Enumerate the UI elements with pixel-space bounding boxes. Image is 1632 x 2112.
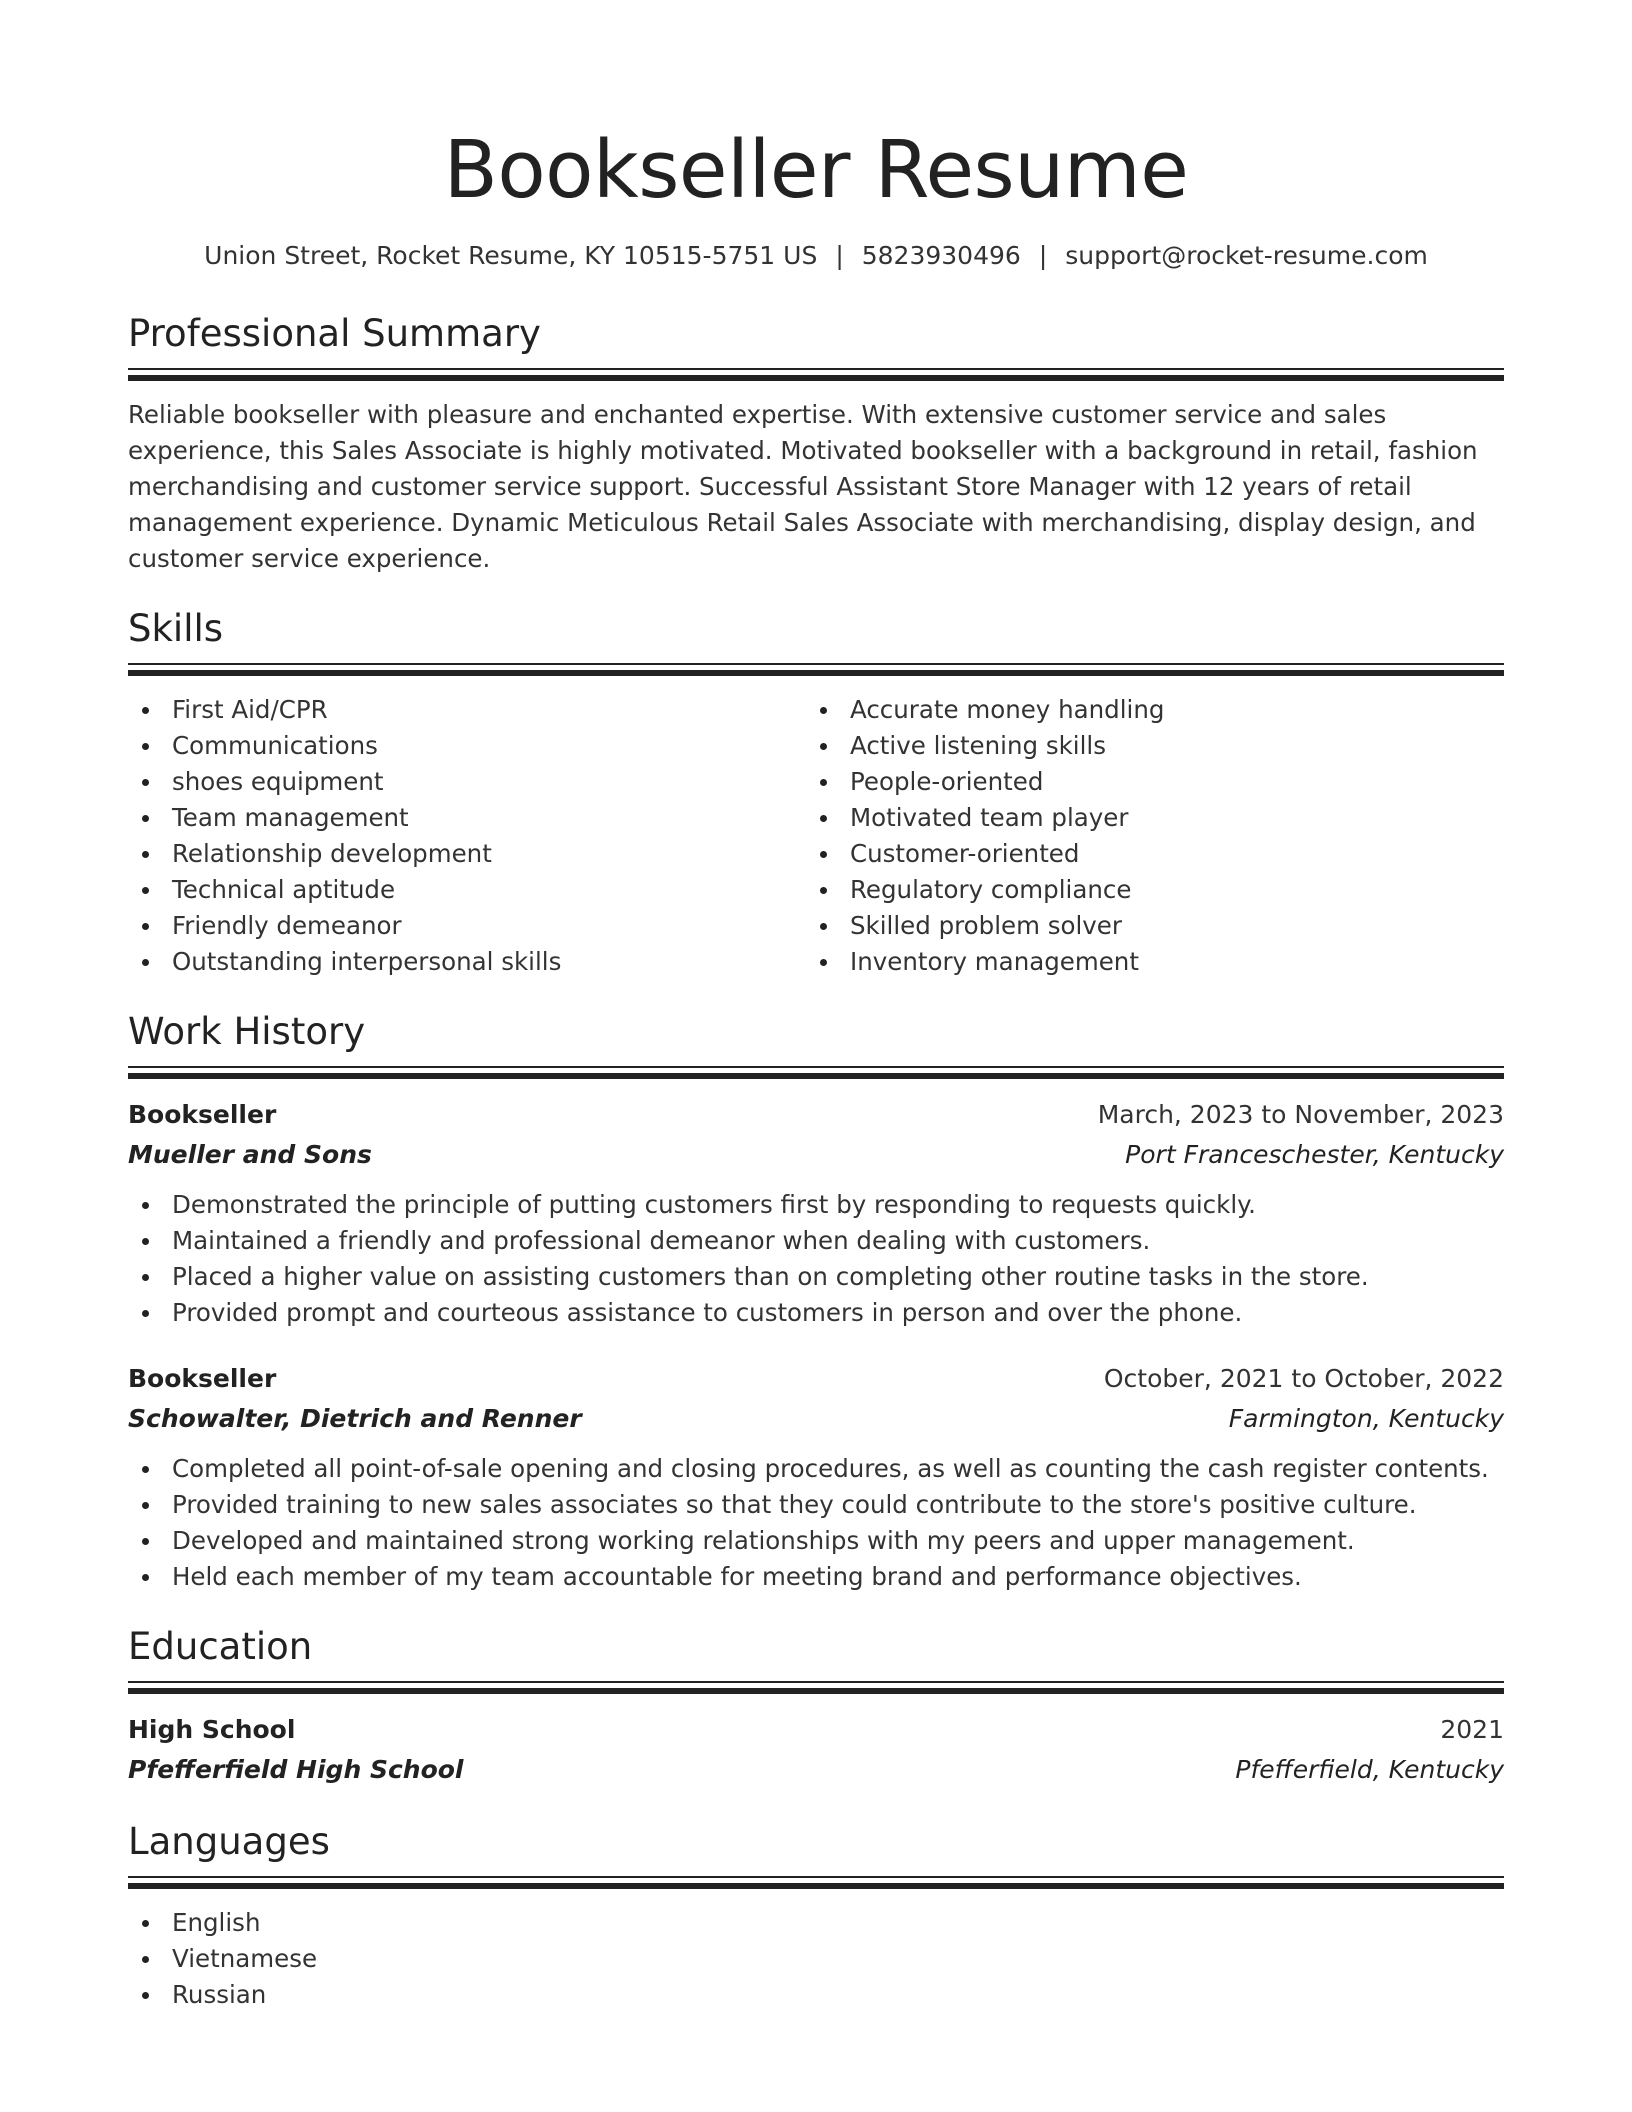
email[interactable]: support@rocket-resume.com <box>1065 241 1428 270</box>
job-bullet: Completed all point-of-sale opening and closing procedures, as well as counting the cash register contents. <box>128 1451 1504 1487</box>
job-subheader <box>128 1399 1504 1439</box>
summary-section <box>128 310 1504 577</box>
skill-item: Active listening skills <box>806 728 1484 764</box>
education-subheader <box>128 1750 1504 1790</box>
contact-separator: | <box>835 241 844 270</box>
language-item: Russian <box>128 1977 1504 2013</box>
skills-list-right <box>806 692 1484 980</box>
section-divider <box>128 663 1504 676</box>
skill-item: Regulatory compliance <box>806 872 1484 908</box>
section-divider <box>128 1066 1504 1079</box>
languages-list <box>128 1905 1504 2013</box>
job-bullets <box>128 1187 1504 1331</box>
skills-columns <box>128 692 1504 980</box>
job-dates: March, 2023 to November, 2023 <box>1097 1100 1504 1129</box>
contact-separator: | <box>1038 241 1048 270</box>
skill-item: Skilled problem solver <box>806 908 1484 944</box>
job-bullet: Maintained a friendly and professional demeanor when dealing with customers. <box>128 1223 1504 1259</box>
education-entry <box>128 1710 1504 1790</box>
address: Union Street, Rocket Resume, KY 10515-5751 US <box>204 241 818 270</box>
work-section <box>128 1008 1504 1595</box>
skill-item: Motivated team player <box>806 800 1484 836</box>
skill-item: Friendly demeanor <box>128 908 806 944</box>
job-title: Bookseller <box>128 1364 277 1393</box>
skill-item: shoes equipment <box>128 764 806 800</box>
contact-line <box>128 238 1504 274</box>
skill-item: Team management <box>128 800 806 836</box>
languages-section <box>128 1818 1504 2013</box>
section-divider <box>128 1876 1504 1889</box>
languages-heading: Languages <box>128 1820 330 1863</box>
education-location: Pfefferfield, Kentucky <box>1235 1755 1504 1784</box>
job-bullet: Demonstrated the principle of putting customers first by responding to requests quickly. <box>128 1187 1504 1223</box>
education-section <box>128 1623 1504 1790</box>
work-heading: Work History <box>128 1010 366 1053</box>
phone: 5823930496 <box>861 241 1021 270</box>
skill-item: People-oriented <box>806 764 1484 800</box>
job-dates: October, 2021 to October, 2022 <box>1103 1364 1504 1393</box>
job-bullet: Developed and maintained strong working relationships with my peers and upper management. <box>128 1523 1504 1559</box>
summary-heading: Professional Summary <box>128 312 541 355</box>
section-divider <box>128 368 1504 381</box>
skill-item: Accurate money handling <box>806 692 1484 728</box>
skill-item: Outstanding interpersonal skills <box>128 944 806 980</box>
job-location: Port Franceschester, Kentucky <box>1125 1140 1504 1169</box>
job-company: Mueller and Sons <box>128 1140 372 1169</box>
education-header <box>128 1710 1504 1750</box>
job-bullet: Placed a higher value on assisting customers than on completing other routine tasks in the store. <box>128 1259 1504 1295</box>
skill-item: Relationship development <box>128 836 806 872</box>
job-company: Schowalter, Dietrich and Renner <box>128 1404 582 1433</box>
education-heading: Education <box>128 1625 313 1668</box>
section-divider <box>128 1681 1504 1694</box>
language-item: Vietnamese <box>128 1941 1504 1977</box>
skills-heading: Skills <box>128 607 224 650</box>
language-item: English <box>128 1905 1504 1941</box>
education-school: Pfefferfield High School <box>128 1755 464 1784</box>
skills-section <box>128 605 1504 980</box>
education-degree: High School <box>128 1715 296 1744</box>
job-bullet: Held each member of my team accountable for meeting brand and performance objectives. <box>128 1559 1504 1595</box>
skill-item: Technical aptitude <box>128 872 806 908</box>
job-location: Farmington, Kentucky <box>1228 1404 1504 1433</box>
job-header <box>128 1359 1504 1399</box>
skill-item: Customer-oriented <box>806 836 1484 872</box>
job-bullets <box>128 1451 1504 1595</box>
education-year: 2021 <box>1440 1715 1504 1744</box>
skill-item: Inventory management <box>806 944 1484 980</box>
job-bullet: Provided prompt and courteous assistance to customers in person and over the phone. <box>128 1295 1504 1331</box>
summary-text: Reliable bookseller with pleasure and enchanted expertise. With extensive customer service and sales experience, this Sales Associate is highly motivated. Motivated bookseller with a background in retail, fashion merchandising and customer service support. Successful Assistant Store Manager with 12 years of retail management experience. Dynamic Meticulous Retail Sales Associate with merchandising, display design, and customer service experience. <box>128 400 1478 573</box>
skill-item: First Aid/CPR <box>128 692 806 728</box>
job-header <box>128 1095 1504 1135</box>
job-entry <box>128 1095 1504 1331</box>
job-title: Bookseller <box>128 1100 277 1129</box>
job-bullet: Provided training to new sales associates so that they could contribute to the store's positive culture. <box>128 1487 1504 1523</box>
skill-item: Communications <box>128 728 806 764</box>
job-entry <box>128 1359 1504 1595</box>
resume-title: Bookseller Resume <box>443 124 1189 216</box>
resume-page <box>128 0 1504 2013</box>
skills-list-left <box>128 692 806 980</box>
job-subheader <box>128 1135 1504 1175</box>
